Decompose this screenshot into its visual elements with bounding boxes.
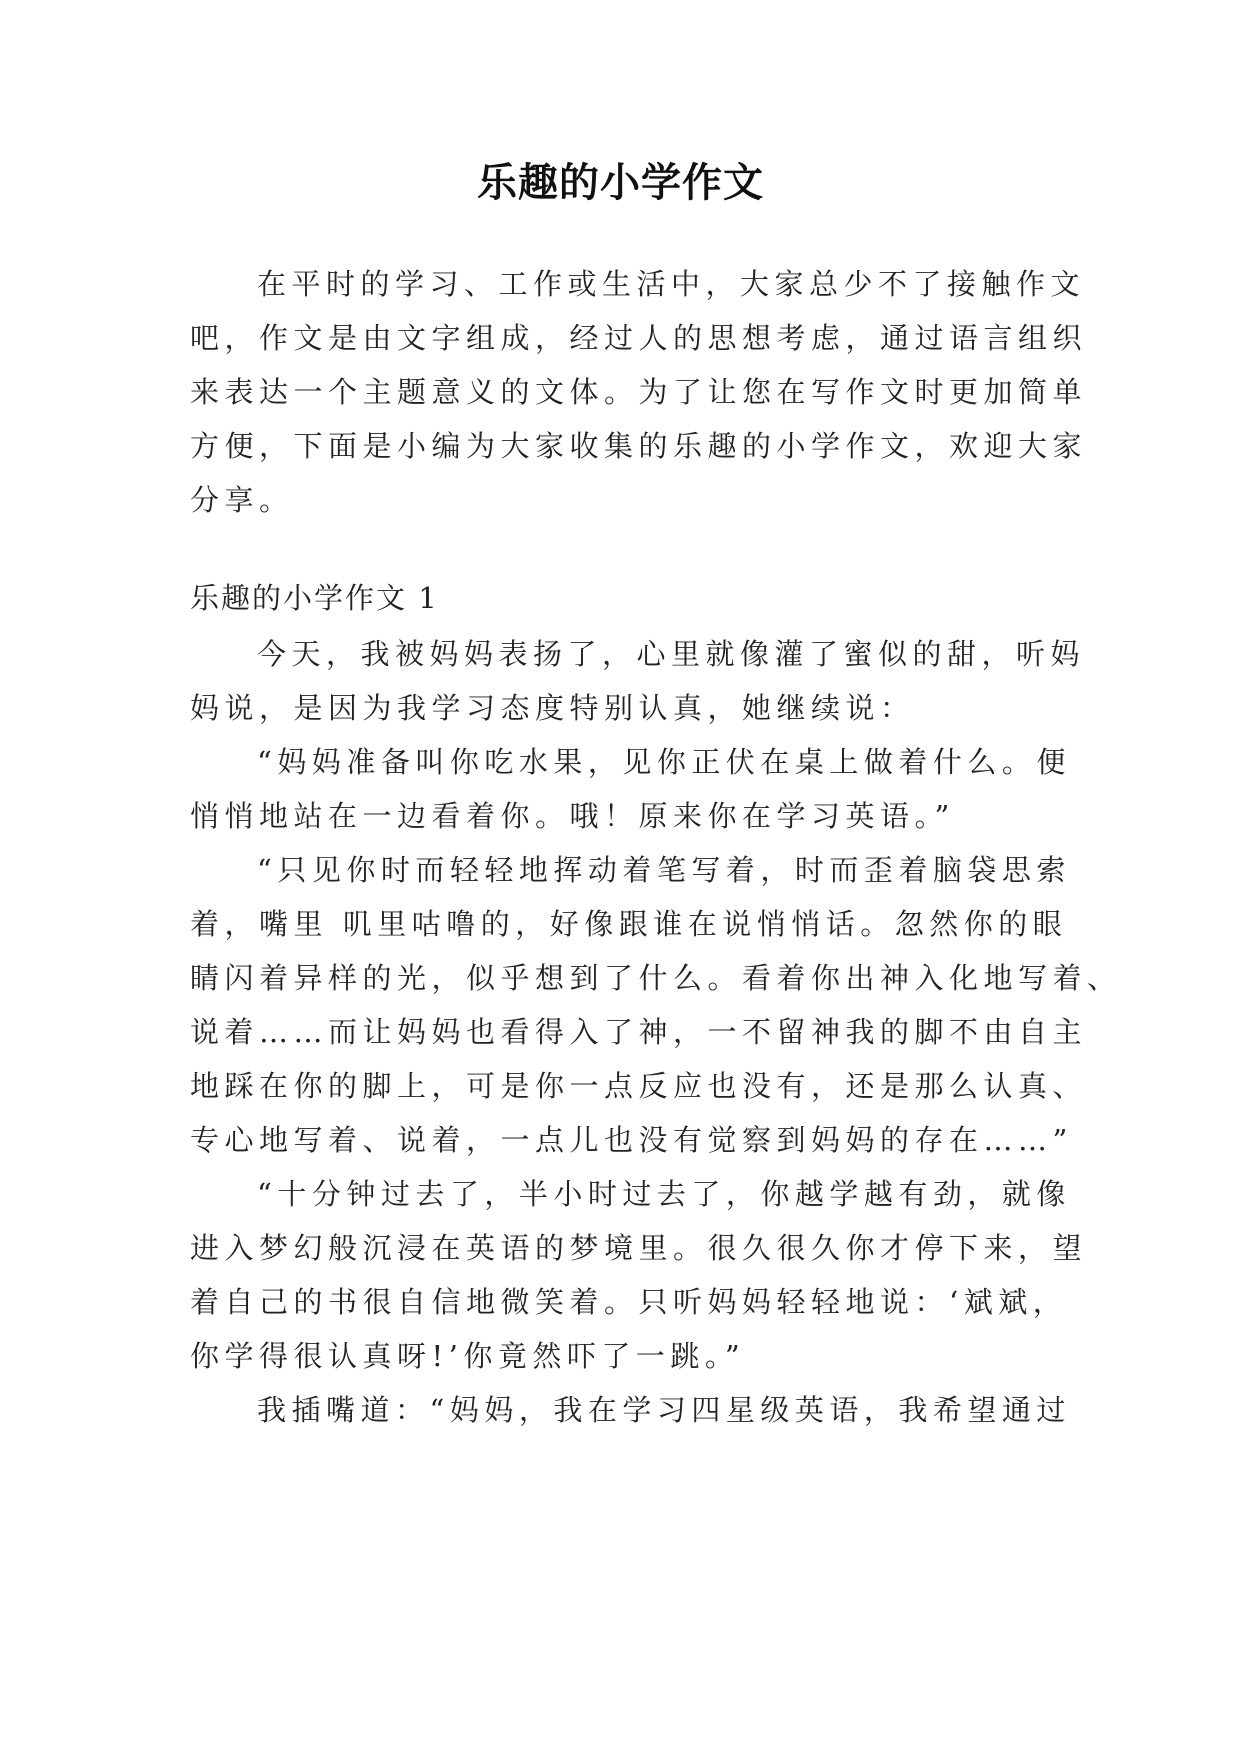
paragraph-line: 今天，我被妈妈表扬了，心里就像灌了蜜似的甜，听妈 [257,637,1086,671]
paragraph-line: 我插嘴道：“妈妈，我在学习四星级英语，我希望通过 [257,1393,1071,1427]
paragraph-line: 着自己的书很自信地微笑着。只听妈妈轻轻地说：‘斌斌， [190,1285,1068,1319]
paragraph-line: 专心地写着、说着，一点儿也没有觉察到妈妈的存在……” [190,1123,1073,1157]
paragraph-line: “十分钟过去了，半小时过去了，你越学越有劲，就像 [257,1177,1071,1211]
section-heading: 乐趣的小学作文 1 [190,581,439,615]
paragraph-line: “妈妈准备叫你吃水果，见你正伏在桌上做着什么。便 [257,745,1071,779]
paragraph-line: 妈说，是因为我学习态度特别认真，她继续说： [190,691,915,725]
paragraph-line: 你学得很认真呀!’你竟然吓了一跳。” [190,1339,746,1373]
paragraph-line: “只见你时而轻轻地挥动着笔写着，时而歪着脑袋思索 [257,853,1071,887]
paragraph-line: 在平时的学习、工作或生活中，大家总少不了接触作文 [257,267,1086,301]
paragraph-line: 进入梦幻般沉浸在英语的梦境里。很久很久你才停下来，望 [190,1231,1088,1265]
paragraph-line: 来表达一个主题意义的文体。为了让您在写作文时更加简单 [190,375,1088,409]
paragraph-line: 分享。 [190,483,294,517]
paragraph-line: 说着……而让妈妈也看得入了神，一不留神我的脚不由自主 [190,1015,1088,1049]
paragraph-line: 悄悄地站在一边看着你。哦！原来你在学习英语。” [190,799,955,833]
document-title: 乐趣的小学作文 [477,159,764,206]
paragraph-line: 着，嘴里 叽里咕噜的，好像跟谁在说悄悄话。忽然你的眼 [190,907,1068,941]
paragraph-line: 方便，下面是小编为大家收集的乐趣的小学作文，欢迎大家 [190,429,1088,463]
paragraph-line: 地踩在你的脚上，可是你一点反应也没有，还是那么认真、 [190,1069,1088,1103]
paragraph-line: 睛闪着异样的光，似乎想到了什么。看着你出神入化地写着、 [190,961,1122,995]
paragraph-line: 吧，作文是由文字组成，经过人的思想考虑，通过语言组织 [190,321,1088,355]
